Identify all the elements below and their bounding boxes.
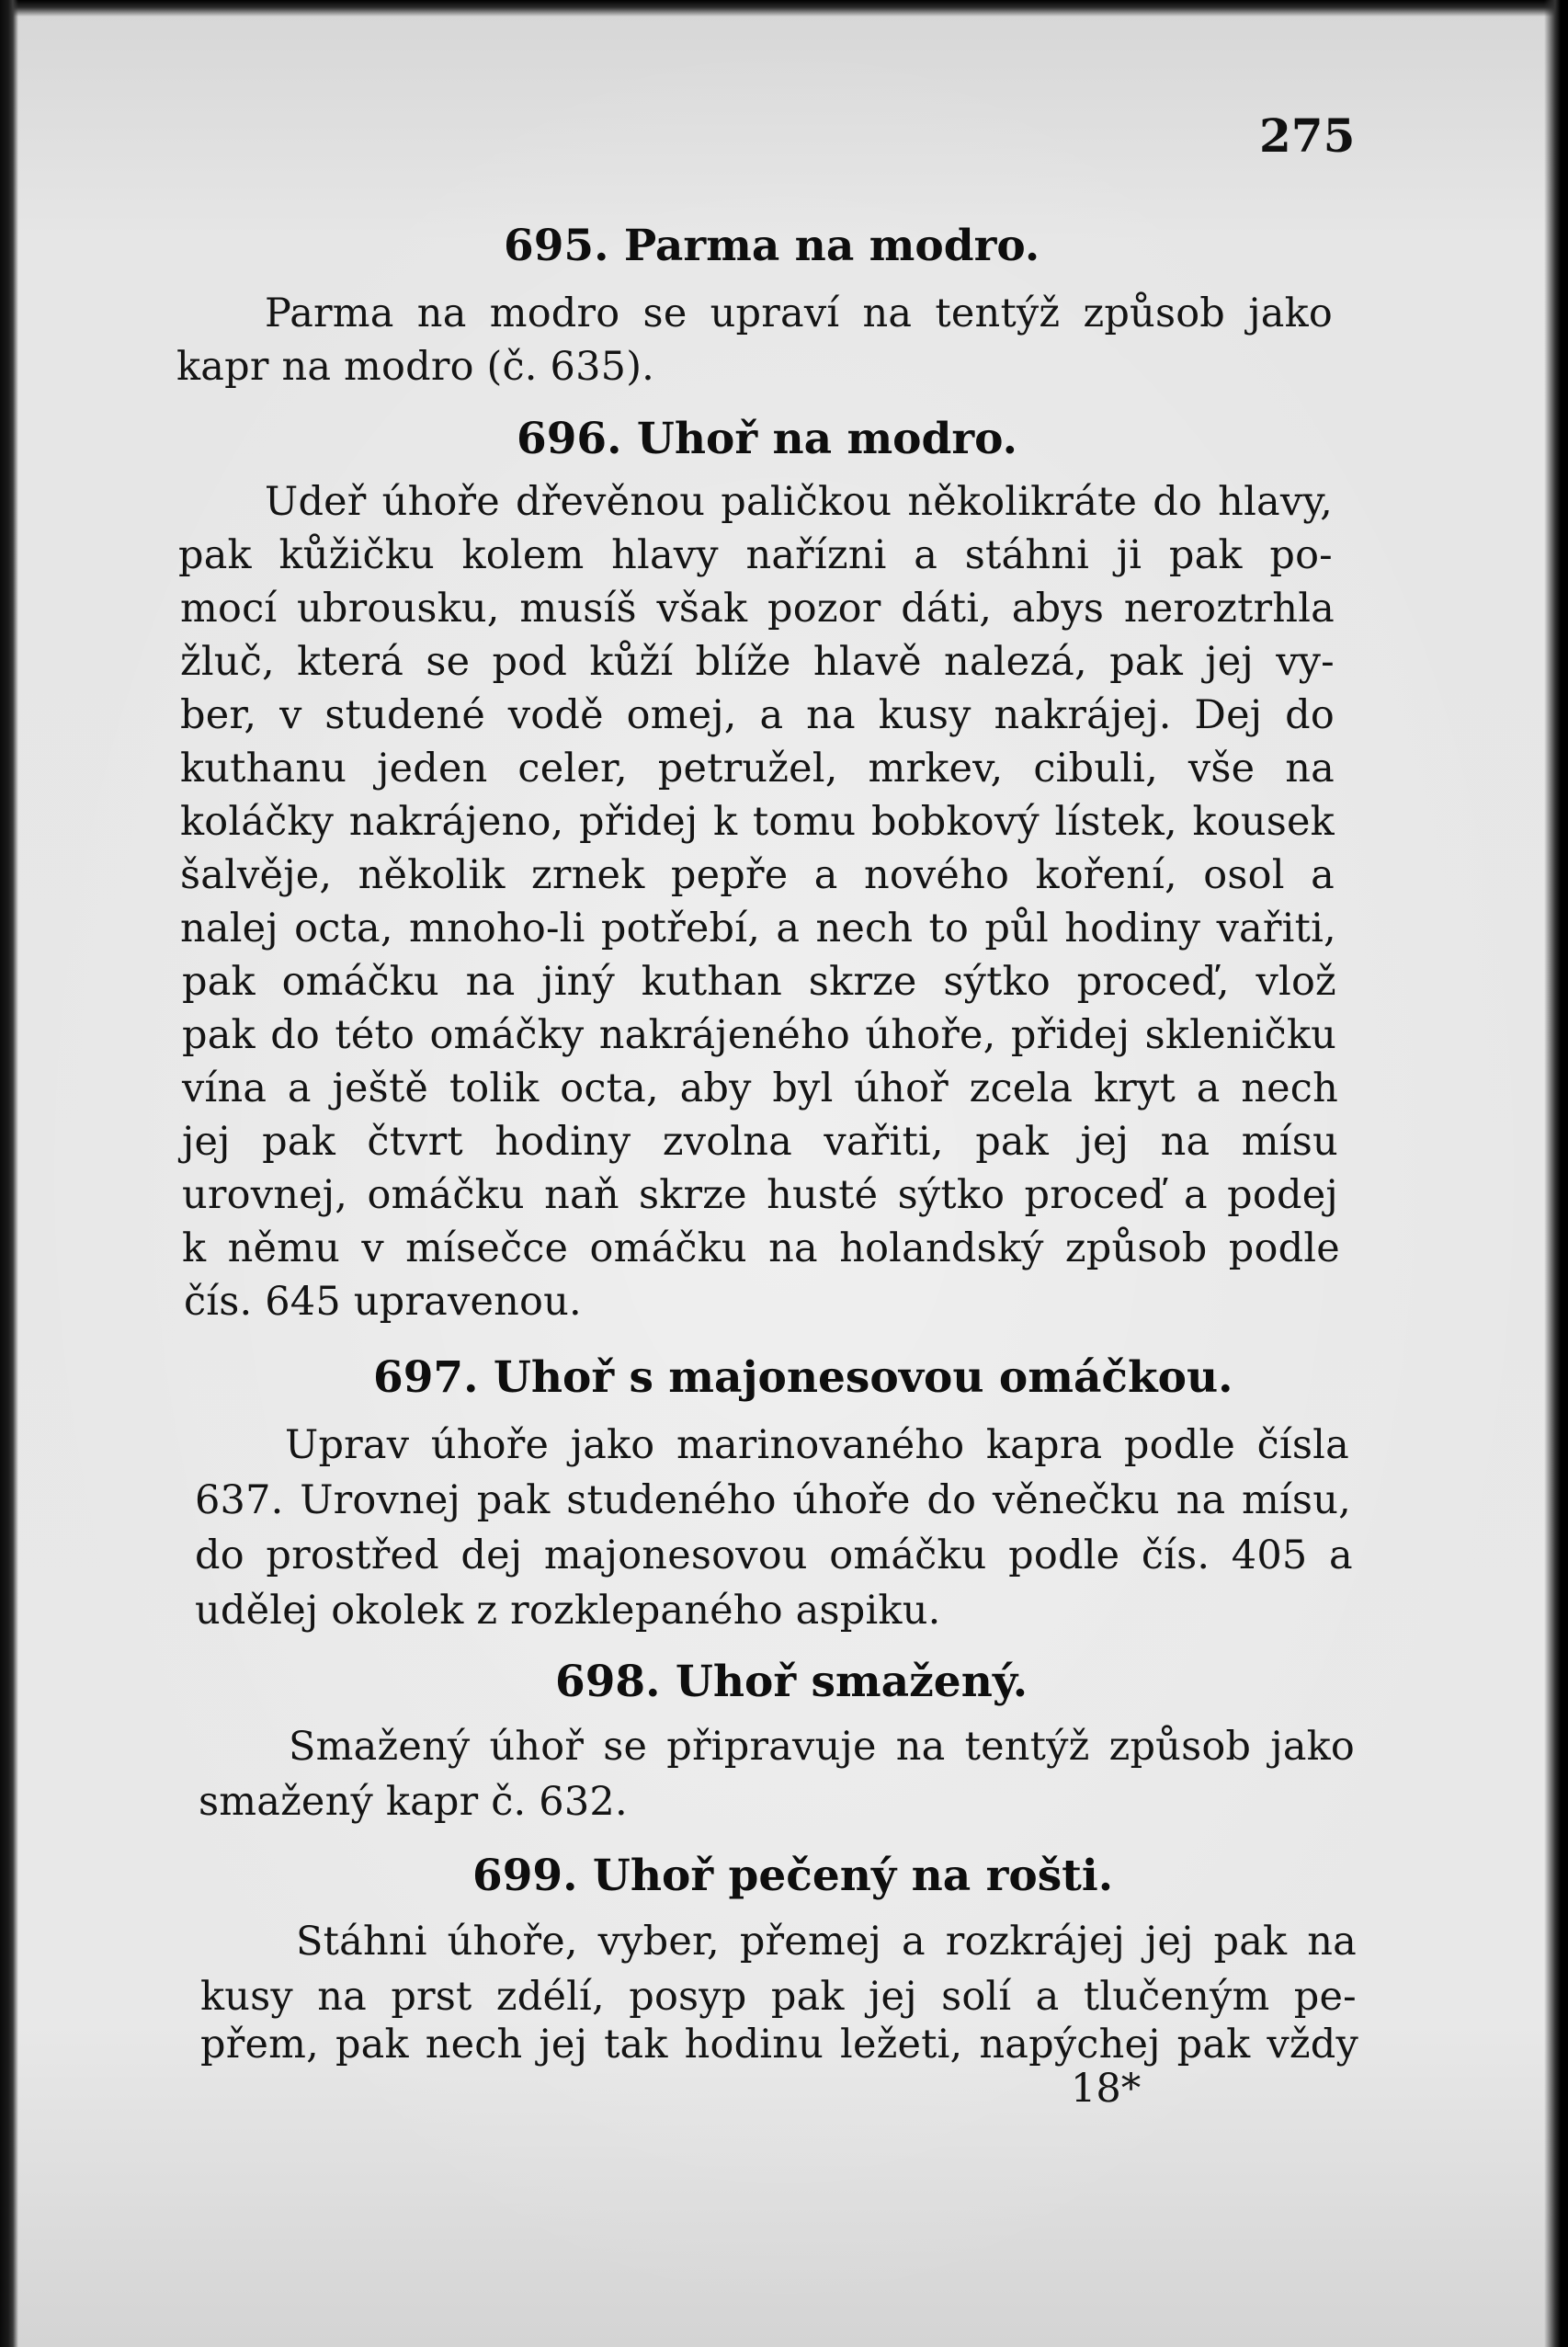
text-line: ber, v studené vodě omej, a na kusy nakrájej. Dej do [180, 692, 1335, 738]
page-top-edge [0, 0, 1568, 17]
text-line: kuthanu jeden celer, petružel, mrkev, cibuli, vše na [180, 746, 1335, 792]
text-line: urovnej, omáčku naň skrze husté sýtko proceď a podej [182, 1172, 1338, 1218]
text-line: k němu v mísečce omáčku na holandský způsob podle [182, 1225, 1340, 1271]
text-line: Stáhni úhoře, vyber, přemej a rozkrájej jej pak na [296, 1919, 1357, 1965]
text-line: pak do této omáčky nakrájeného úhoře, přidej skleničku [182, 1012, 1336, 1058]
signature-mark: 18* [1071, 2066, 1142, 2112]
recipe-heading-695: 695. Parma na modro. [504, 221, 1040, 271]
page-number: 275 [1259, 108, 1356, 163]
text-line: Parma na modro se upraví na tentýž způsob jako [265, 291, 1333, 336]
recipe-heading-697: 697. Uhoř s majonesovou omáčkou. [373, 1352, 1233, 1403]
page-left-edge [0, 0, 18, 2347]
text-line: do prostřed dej majonesovou omáčku podle čís. 405 a [195, 1532, 1353, 1578]
text-line: Uprav úhoře jako marinovaného kapra podle čísla [285, 1422, 1349, 1468]
recipe-heading-698: 698. Uhoř smažený. [555, 1657, 1028, 1707]
text-line: pak kůžičku kolem hlavy nařízni a stáhni ji pak po- [178, 532, 1333, 578]
text-line: Udeř úhoře dřevěnou paličkou několikráte do hlavy, [265, 479, 1333, 525]
text-line: udělej okolek z rozklepaného aspiku. [195, 1588, 941, 1634]
text-line: žluč, která se pod kůží blíže hlavě nalezá, pak jej vy- [180, 639, 1335, 685]
text-line: smažený kapr č. 632. [199, 1779, 628, 1825]
text-line: vína a ještě tolik octa, aby byl úhoř zcela kryt a nech [182, 1065, 1338, 1111]
text-line: Smažený úhoř se připravuje na tentýž způsob jako [289, 1724, 1355, 1770]
text-line: čís. 645 upravenou. [184, 1279, 582, 1325]
text-line: koláčky nakrájeno, přidej k tomu bobkový lístek, kousek [180, 799, 1335, 845]
recipe-heading-699: 699. Uhoř pečený na rošti. [472, 1851, 1114, 1901]
text-line: mocí ubrousku, musíš však pozor dáti, abys neroztrhla [180, 586, 1335, 632]
text-line: pak omáčku na jiný kuthan skrze sýtko proceď, vlož [182, 959, 1336, 1005]
text-line: jej pak čtvrt hodiny zvolna vařiti, pak jej na mísu [182, 1119, 1338, 1165]
text-line: přem, pak nech jej tak hodinu ležeti, napýchej pak vždy [200, 2022, 1358, 2068]
text-line: šalvěje, několik zrnek pepře a nového koření, osol a [180, 852, 1335, 898]
page-right-edge [1544, 0, 1568, 2347]
recipe-heading-696: 696. Uhoř na modro. [517, 414, 1018, 464]
text-line: nalej octa, mnoho-li potřebí, a nech to půl hodiny vařiti, [180, 906, 1336, 951]
text-line: kapr na modro (č. 635). [176, 344, 655, 390]
text-line: kusy na prst zdélí, posyp pak jej solí a tlučeným pe- [200, 1974, 1357, 2020]
text-line: 637. Urovnej pak studeného úhoře do věnečku na mísu, [195, 1477, 1351, 1523]
